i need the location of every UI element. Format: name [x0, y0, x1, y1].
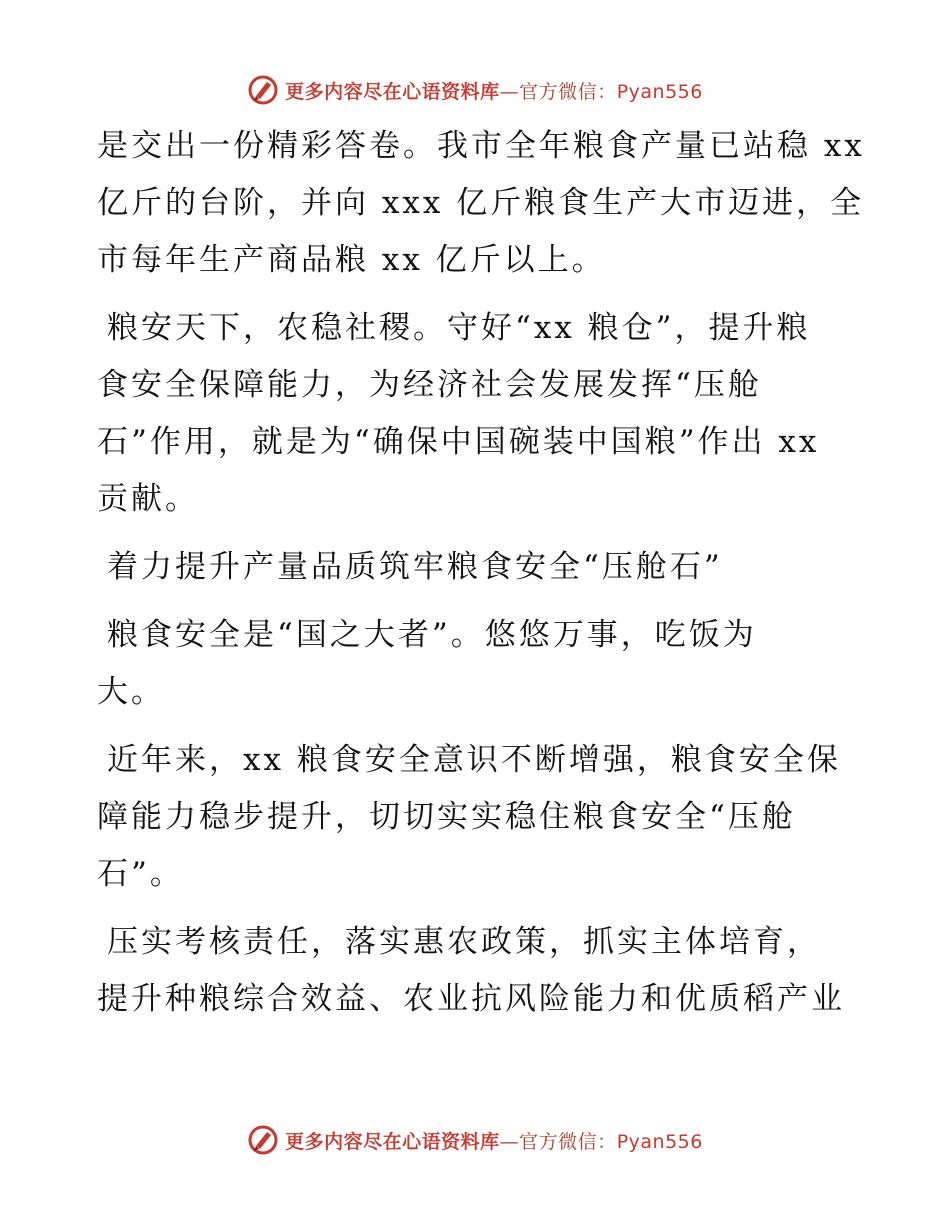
- header-watermark: [0, 72, 950, 108]
- paragraph-1: [97, 118, 867, 289]
- text-line: 食安全保障能力，为经济社会发展发挥“压舱: [97, 367, 762, 403]
- watermark-id: Pyan556: [616, 1130, 703, 1153]
- watermark-id: Pyan556: [616, 80, 703, 103]
- text-line: 粮安天下，农稳社稷。守好“xx 粮仓”，提升粮: [107, 310, 811, 346]
- pen-logo-icon: [247, 74, 279, 106]
- paragraph-5: [97, 914, 867, 1028]
- watermark-dash: —: [499, 1130, 520, 1153]
- watermark-text: [285, 77, 703, 104]
- text-line: 石”。: [97, 856, 184, 892]
- text-line: 着力提升产量品质筑牢粮食安全“压舱石”: [107, 549, 723, 585]
- text-line: 大。: [97, 674, 165, 710]
- text-line: 提升种粮综合效益、农业抗风险能力和优质稻产业: [97, 981, 845, 1017]
- text-line: 是交出一份精彩答卷。我市全年粮食产量已站稳 xx: [97, 128, 865, 164]
- watermark-dash: —: [499, 80, 520, 103]
- text-line: 压实考核责任，落实惠农政策，抓实主体培育，: [107, 924, 821, 960]
- paragraph-2: [97, 300, 867, 528]
- watermark-official: 官方微信：: [519, 80, 617, 103]
- watermark-text: [285, 1127, 703, 1154]
- document-body: [97, 118, 867, 1028]
- footer-watermark: [0, 1122, 950, 1158]
- text-line: 贡献。: [97, 481, 199, 517]
- text-line: 粮食安全是“国之大者”。悠悠万事，吃饭为: [107, 617, 757, 653]
- watermark-main: 更多内容尽在心语资料库: [285, 1130, 500, 1153]
- section-heading: [97, 539, 867, 596]
- text-line: 市每年生产商品粮 xx 亿斤以上。: [97, 242, 606, 278]
- watermark-official: 官方微信：: [519, 1130, 617, 1153]
- text-line: 石”作用，就是为“确保中国碗装中国粮”作出 xx: [97, 424, 820, 460]
- watermark-main: 更多内容尽在心语资料库: [285, 80, 500, 103]
- paragraph-4: [97, 732, 867, 903]
- text-line: 障能力稳步提升，切切实实稳住粮食安全“压舱: [97, 799, 796, 835]
- paragraph-3: [97, 607, 867, 721]
- text-line: 亿斤的台阶，并向 xxx 亿斤粮食生产大市迈进，全: [97, 185, 865, 221]
- pen-logo-icon: [247, 1124, 279, 1156]
- text-line: 近年来，xx 粮食安全意识不断增强，粮食安全保: [107, 742, 841, 778]
